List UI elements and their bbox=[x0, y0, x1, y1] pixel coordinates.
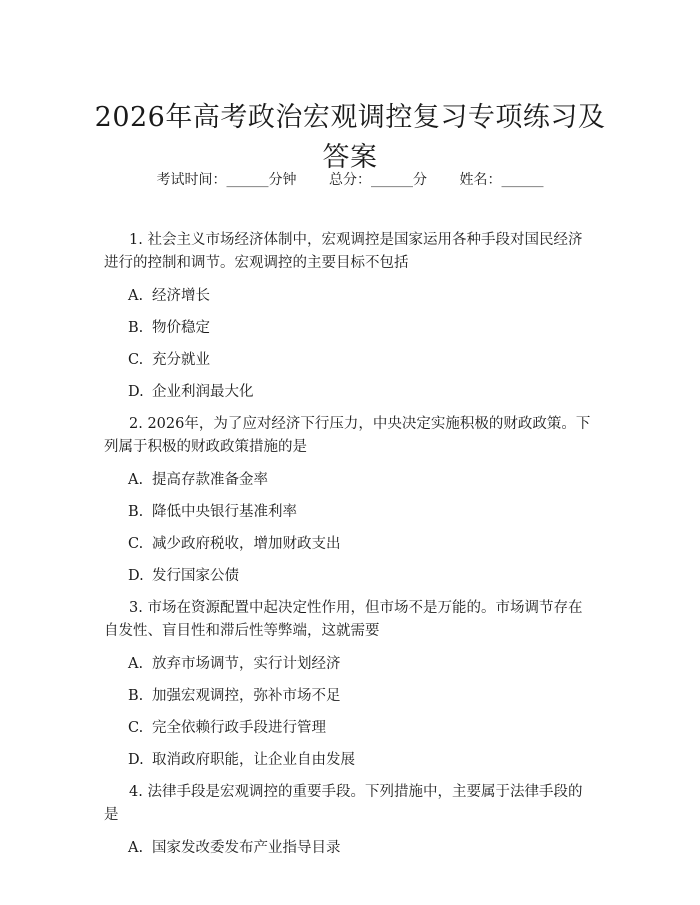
student-name-field bbox=[459, 172, 543, 188]
option-a bbox=[104, 653, 596, 675]
option-text: 国家发改委发布产业指导目录 bbox=[152, 840, 341, 856]
exam-time-label: 考试时间： bbox=[156, 172, 227, 188]
question-stem: 3. 市场在资源配置中起决定性作用，但市场不是万能的。市场调节存在自发性、盲目性和滞后性等弊端，这就需要 bbox=[104, 600, 583, 639]
question-stem: 2. 2026年，为了应对经济下行压力，中央决定实施积极的财政政策。下列属于积极的财政政策措施的是 bbox=[104, 416, 591, 455]
option-text: 降低中央银行基准利率 bbox=[152, 504, 297, 520]
option-b bbox=[104, 501, 596, 523]
option-letter: D. bbox=[128, 568, 144, 584]
option-c bbox=[104, 533, 596, 555]
option-text: 加强宏观调控，弥补市场不足 bbox=[152, 688, 341, 704]
question-1 bbox=[104, 229, 596, 403]
option-letter: A. bbox=[128, 472, 144, 488]
question-list bbox=[104, 229, 596, 869]
option-letter: B. bbox=[128, 688, 144, 704]
option-c bbox=[104, 717, 596, 739]
option-text: 取消政府职能，让企业自由发展 bbox=[152, 752, 355, 768]
option-d bbox=[104, 565, 596, 587]
option-text: 经济增长 bbox=[152, 288, 210, 304]
option-text: 充分就业 bbox=[152, 352, 210, 368]
option-letter: A. bbox=[128, 656, 144, 672]
total-score-field bbox=[329, 172, 427, 188]
total-score-blank: ______ bbox=[371, 172, 413, 188]
exam-time-blank: ______ bbox=[226, 172, 269, 188]
option-b bbox=[104, 685, 596, 707]
question-3 bbox=[104, 597, 596, 771]
exam-time-unit: 分钟 bbox=[268, 172, 297, 188]
option-d bbox=[104, 381, 596, 403]
student-name-label: 姓名： bbox=[459, 172, 502, 188]
option-b bbox=[104, 317, 596, 339]
option-c bbox=[104, 349, 596, 371]
question-stem: 4. 法律手段是宏观调控的重要手段。下列措施中，主要属于法律手段的是 bbox=[104, 784, 583, 823]
option-text: 发行国家公债 bbox=[152, 568, 239, 584]
option-text: 放弃市场调节，实行计划经济 bbox=[152, 656, 341, 672]
question-stem: 1. 社会主义市场经济体制中，宏观调控是国家运用各种手段对国民经济进行的控制和调节。宏观调控的主要目标不包括 bbox=[104, 232, 583, 271]
option-letter: D. bbox=[128, 384, 144, 400]
option-letter: A. bbox=[128, 840, 144, 856]
option-letter: C. bbox=[128, 536, 144, 552]
total-score-unit: 分 bbox=[413, 172, 427, 188]
option-text: 减少政府税收，增加财政支出 bbox=[152, 536, 341, 552]
option-text: 企业利润最大化 bbox=[152, 384, 254, 400]
option-letter: C. bbox=[128, 720, 144, 736]
option-a bbox=[104, 469, 596, 491]
exam-info bbox=[0, 170, 700, 190]
option-letter: B. bbox=[128, 320, 144, 336]
option-a bbox=[104, 837, 596, 859]
option-letter: D. bbox=[128, 752, 144, 768]
option-a bbox=[104, 285, 596, 307]
option-letter: A. bbox=[128, 288, 144, 304]
option-letter: C. bbox=[128, 352, 144, 368]
question-2 bbox=[104, 413, 596, 587]
total-score-label: 总分： bbox=[329, 172, 371, 188]
question-4 bbox=[104, 781, 596, 859]
option-d bbox=[104, 749, 596, 771]
student-name-blank: ______ bbox=[501, 172, 544, 188]
option-text: 提高存款准备金率 bbox=[152, 472, 268, 488]
document-title: 2026年高考政治宏观调控复习专项练习及答案 bbox=[94, 102, 606, 174]
option-text: 物价稳定 bbox=[152, 320, 210, 336]
option-text: 完全依赖行政手段进行管理 bbox=[152, 720, 326, 736]
option-letter: B. bbox=[128, 504, 144, 520]
exam-time-field bbox=[157, 172, 297, 188]
